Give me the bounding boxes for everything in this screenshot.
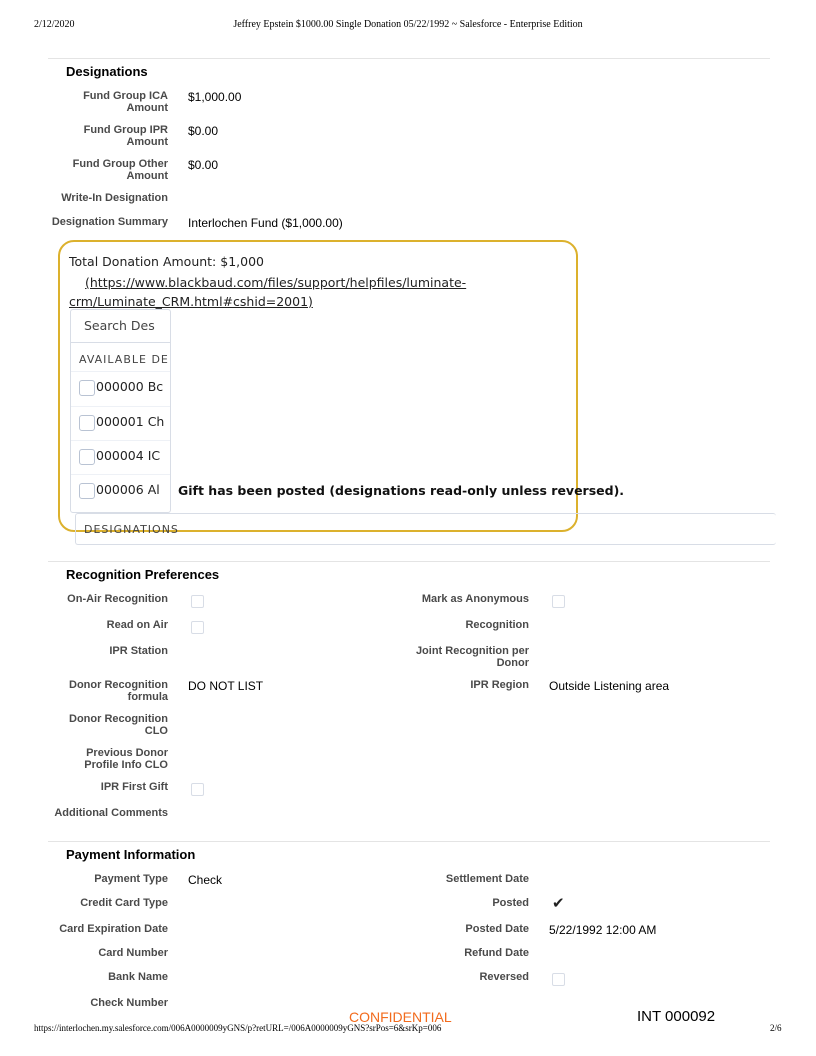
designation-checkbox[interactable] (79, 449, 95, 465)
field-value-ipr-region: Outside Listening area (549, 679, 670, 693)
field-value-designation-summary: Interlochen Fund ($1,000.00) (188, 216, 343, 230)
field-label-refund-date: Refund Date (464, 947, 529, 959)
field-label-card-expiration-date: Card Expiration Date (59, 923, 168, 935)
field-label-mark-as-anonymous: Mark as Anonymous (421, 593, 529, 605)
available-designations-panel (70, 309, 171, 513)
confidential-stamp: CONFIDENTIAL (349, 1009, 452, 1025)
section-divider (48, 561, 770, 562)
designation-item-label: 000000 Bc (96, 379, 164, 394)
ipr-first-gift-checkbox[interactable] (191, 783, 204, 796)
field-label-credit-card-type: Credit Card Type (80, 897, 168, 909)
designations-header: DESIGNATIONS (84, 523, 179, 536)
field-label-settlement-date: Settlement Date (445, 873, 529, 885)
field-label-recognition: Recognition (465, 619, 529, 631)
designation-item-label: 000001 Ch (96, 414, 165, 429)
field-value-donor-recognition-formula: DO NOT LIST (188, 679, 264, 693)
on-air-recognition-checkbox[interactable] (191, 595, 204, 608)
mark-as-anonymous-checkbox[interactable] (552, 595, 565, 608)
section-divider (48, 58, 770, 59)
posted-message: Gift has been posted (designations read-only unless reversed). (178, 483, 625, 498)
field-label-read-on-air: Read on Air (106, 619, 168, 631)
designation-list-item[interactable] (71, 371, 170, 404)
field-label-payment-type: Payment Type (94, 873, 168, 885)
designation-list-item[interactable] (71, 406, 170, 439)
print-page-number: 2/6 (770, 1023, 782, 1033)
designation-item-label: 000006 Al (96, 482, 160, 497)
field-label-joint-recognition: Joint Recognition per Donor (415, 645, 529, 669)
designation-list-item[interactable] (71, 474, 170, 507)
print-date: 2/12/2020 (34, 19, 75, 30)
field-label-ipr-region: IPR Region (470, 679, 529, 691)
designation-item-label: 000004 IC (96, 448, 161, 463)
field-label-ipr-first-gift: IPR First Gift (100, 781, 168, 793)
designation-checkbox[interactable] (79, 380, 95, 396)
reversed-checkbox[interactable] (552, 973, 565, 986)
designation-checkbox[interactable] (79, 483, 95, 499)
field-label-additional-comments: Additional Comments (54, 807, 168, 819)
help-link[interactable]: (https://www.blackbaud.com/files/support/helpfiles/luminate-crm/Luminate_CRM.html#cshid=2001) (69, 275, 467, 309)
field-label-card-number: Card Number (98, 947, 168, 959)
field-label-donor-recognition-clo: Donor Recognition CLO (69, 713, 168, 737)
total-donation-amount: Total Donation Amount: $1,000 (69, 254, 264, 269)
field-value-posted-date: 5/22/1992 12:00 AM (549, 923, 657, 937)
section-title-payment: Payment Information (66, 847, 196, 862)
print-title: Jeffrey Epstein $1000.00 Single Donation 05/22/1992 ~ Salesforce - Enterprise Edition (233, 19, 583, 30)
field-label-fund-group-ipr: Fund Group IPR Amount (83, 124, 168, 148)
section-title-recognition: Recognition Preferences (66, 567, 220, 582)
field-label-donor-recognition-formula: Donor Recognition formula (69, 679, 168, 703)
field-value-fund-group-ica: $1,000.00 (188, 90, 242, 104)
designation-checkbox[interactable] (79, 415, 95, 431)
section-title-designations: Designations (66, 64, 148, 79)
field-label-fund-group-other: Fund Group Other Amount (72, 158, 168, 182)
designation-list-item[interactable] (71, 440, 170, 473)
field-label-designation-summary: Designation Summary (51, 216, 168, 228)
field-label-check-number: Check Number (90, 997, 168, 1009)
designations-box (75, 513, 776, 545)
field-label-posted: Posted (492, 897, 529, 909)
field-label-posted-date: Posted Date (465, 923, 529, 935)
field-value-fund-group-ipr: $0.00 (188, 124, 219, 138)
print-url: https://interlochen.my.salesforce.com/006A0000009yGNS/p?retURL=/006A0000009yGNS?srPos=6&srKp=006 (34, 1023, 442, 1033)
field-label-reversed: Reversed (479, 971, 529, 983)
field-label-bank-name: Bank Name (108, 971, 168, 983)
designation-search-input[interactable]: Search Des (71, 310, 170, 343)
field-label-write-in-designation: Write-In Designation (61, 192, 168, 204)
available-designations-header: AVAILABLE DE (79, 353, 169, 366)
field-value-payment-type: Check (188, 873, 223, 887)
read-on-air-checkbox[interactable] (191, 621, 204, 634)
field-label-fund-group-ica: Fund Group ICA Amount (83, 90, 168, 114)
field-label-on-air-recognition: On-Air Recognition (67, 593, 168, 605)
bates-number: INT 000092 (637, 1008, 716, 1025)
section-divider (48, 841, 770, 842)
field-label-ipr-station: IPR Station (109, 645, 168, 657)
field-label-previous-donor-profile: Previous Donor Profile Info CLO (84, 747, 168, 771)
field-value-fund-group-other: $0.00 (188, 158, 219, 172)
posted-check-icon[interactable]: ✔ (552, 895, 565, 912)
